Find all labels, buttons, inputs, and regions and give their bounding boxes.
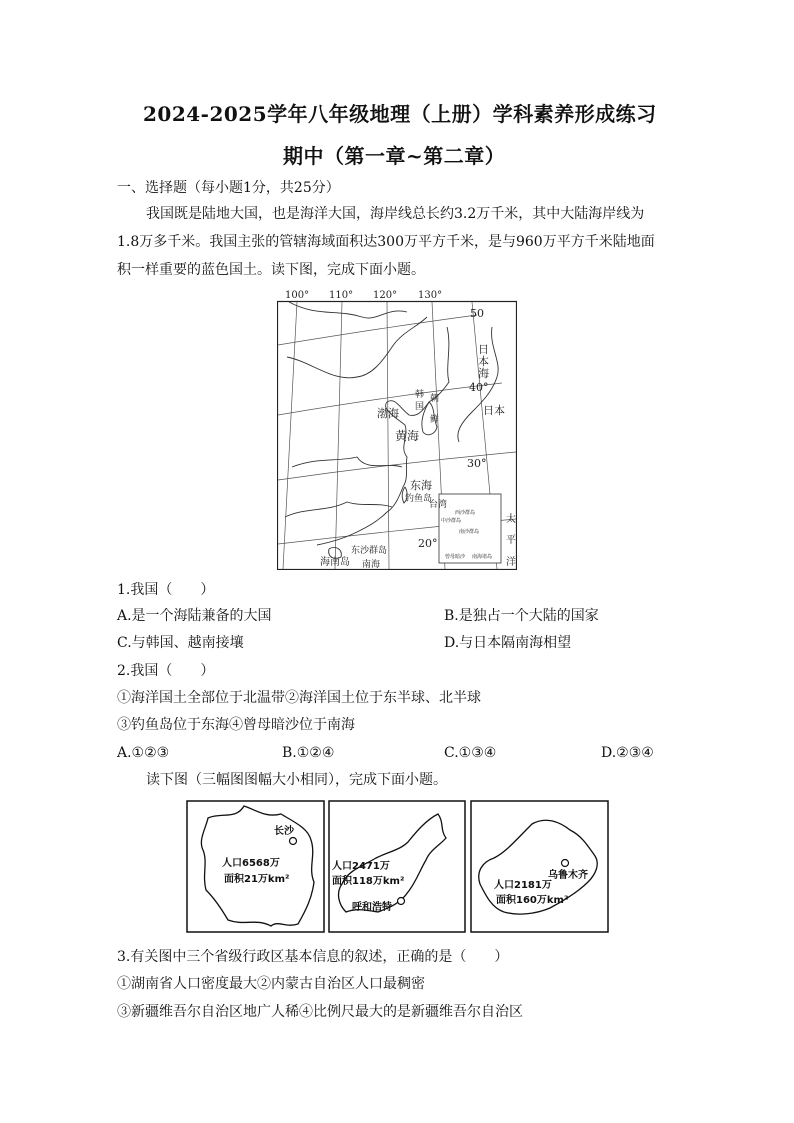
section-heading: 一、选择题（每小题1分，共25分） bbox=[117, 180, 340, 196]
intro-line-2: 1.8万多千米。我国主张的管辖海域面积达300万平方千米，是与960万平方千米陆地面 bbox=[117, 234, 655, 250]
lat-30: 30° bbox=[467, 457, 487, 470]
q2-option-a[interactable]: A.①②③ bbox=[117, 745, 170, 761]
hunan-area: 面积21万km² bbox=[224, 874, 290, 885]
lon-100: 100° bbox=[285, 290, 310, 301]
changsha-label: 长沙 bbox=[274, 826, 294, 837]
lat-50: 50 bbox=[470, 307, 484, 320]
doc-title: 2024-2025学年八年级地理（上册）学科素养形成练习 bbox=[143, 102, 657, 126]
hanguo-2: 国 bbox=[415, 402, 425, 412]
china-seas-map bbox=[277, 287, 517, 570]
japan-label: 日本 bbox=[483, 404, 505, 417]
q2-stem: 2.我国（ ） bbox=[117, 663, 215, 679]
read-instruction: 读下图（三幅图图幅大小相同），完成下面小题。 bbox=[146, 772, 447, 788]
xinjiang-population: 人口2181万 bbox=[494, 880, 552, 891]
hanguo-1: 韩 bbox=[415, 390, 425, 400]
q1-stem: 1.我国（ ） bbox=[117, 582, 215, 598]
inner-mongolia-map bbox=[329, 801, 465, 932]
urumqi-label: 乌鲁木齐 bbox=[548, 870, 588, 881]
province-maps bbox=[186, 800, 610, 934]
q3-statement-2: ③新疆维吾尔自治区地广人稀④比例尺最大的是新疆维吾尔自治区 bbox=[117, 1004, 523, 1020]
intro-line-3: 积一样重要的蓝色国土。读下图，完成下面小题。 bbox=[117, 262, 425, 278]
q3-stem: 3.有关图中三个省级行政区基本信息的叙述，正确的是（ ） bbox=[117, 949, 509, 965]
pacific-1: 太 bbox=[506, 514, 516, 525]
pacific-3: 洋 bbox=[506, 557, 516, 568]
lon-130: 130° bbox=[418, 290, 443, 301]
inset-label-4: 曾母暗沙 bbox=[445, 554, 466, 560]
inset-label-2: 中沙群岛 bbox=[441, 518, 462, 524]
hohhot-label: 呼和浩特 bbox=[352, 902, 392, 913]
pacific-2: 平 bbox=[506, 535, 516, 546]
korea-north: 朝 bbox=[430, 394, 440, 404]
taiwan-label: 台湾 bbox=[429, 500, 448, 510]
hunan-population: 人口6568万 bbox=[222, 858, 280, 869]
lon-110: 110° bbox=[329, 290, 354, 301]
intro-line-1: 我国既是陆地大国，也是海洋大国，海岸线总长约3.2万千米，其中大陆海岸线为 bbox=[146, 206, 645, 222]
q1-option-b[interactable]: B.是独占一个大陆的国家 bbox=[444, 608, 599, 624]
hunan-map bbox=[187, 801, 324, 932]
japan-sea-3: 海 bbox=[478, 367, 489, 380]
east-sea-label: 东海 bbox=[410, 479, 432, 492]
xinjiang-area: 面积160万km² bbox=[496, 895, 569, 906]
dongsha-label: 东沙群岛 bbox=[351, 546, 388, 556]
neimenggu-area: 面积118万km² bbox=[332, 876, 405, 887]
yellow-sea-label: 黄海 bbox=[395, 429, 420, 443]
q2-option-c[interactable]: C.①③④ bbox=[444, 745, 497, 761]
q1-option-d[interactable]: D.与日本隔南海相望 bbox=[444, 635, 572, 651]
korea-south: 鲜 bbox=[430, 415, 440, 425]
diaoyu-label: 钓鱼岛 bbox=[405, 494, 433, 504]
q1-option-a[interactable]: A.是一个海陆兼备的大国 bbox=[117, 608, 272, 624]
neimenggu-population: 人口2471万 bbox=[332, 861, 390, 872]
nanhai-label: 南海 bbox=[362, 560, 381, 570]
japan-sea-1: 日 bbox=[478, 343, 489, 356]
inset-label-5: 南海诸岛 bbox=[472, 554, 493, 560]
q2-statement-1: ①海洋国土全部位于北温带②海洋国土位于东半球、北半球 bbox=[117, 690, 481, 706]
q1-option-c[interactable]: C.与韩国、越南接壤 bbox=[117, 635, 244, 651]
inset-label-3: 南沙群岛 bbox=[459, 529, 480, 535]
inset-label-1: 西沙群岛 bbox=[455, 510, 476, 516]
doc-subtitle: 期中（第一章~第二章） bbox=[283, 144, 506, 168]
q2-option-d[interactable]: D.②③④ bbox=[601, 745, 654, 761]
japan-sea-2: 本 bbox=[478, 355, 489, 368]
lat-20: 20° bbox=[418, 537, 438, 550]
xinjiang-map bbox=[471, 801, 608, 932]
lon-120: 120° bbox=[373, 290, 398, 301]
hainan-label: 海南岛 bbox=[320, 557, 350, 568]
q3-statement-1: ①湖南省人口密度最大②内蒙古自治区人口最稠密 bbox=[117, 976, 425, 992]
q2-statement-2: ③钓鱼岛位于东海④曾母暗沙位于南海 bbox=[117, 717, 355, 733]
bohai-label: 渤海 bbox=[377, 407, 399, 420]
lat-40: 40° bbox=[469, 381, 489, 394]
q2-option-b[interactable]: B.①②④ bbox=[282, 745, 335, 761]
